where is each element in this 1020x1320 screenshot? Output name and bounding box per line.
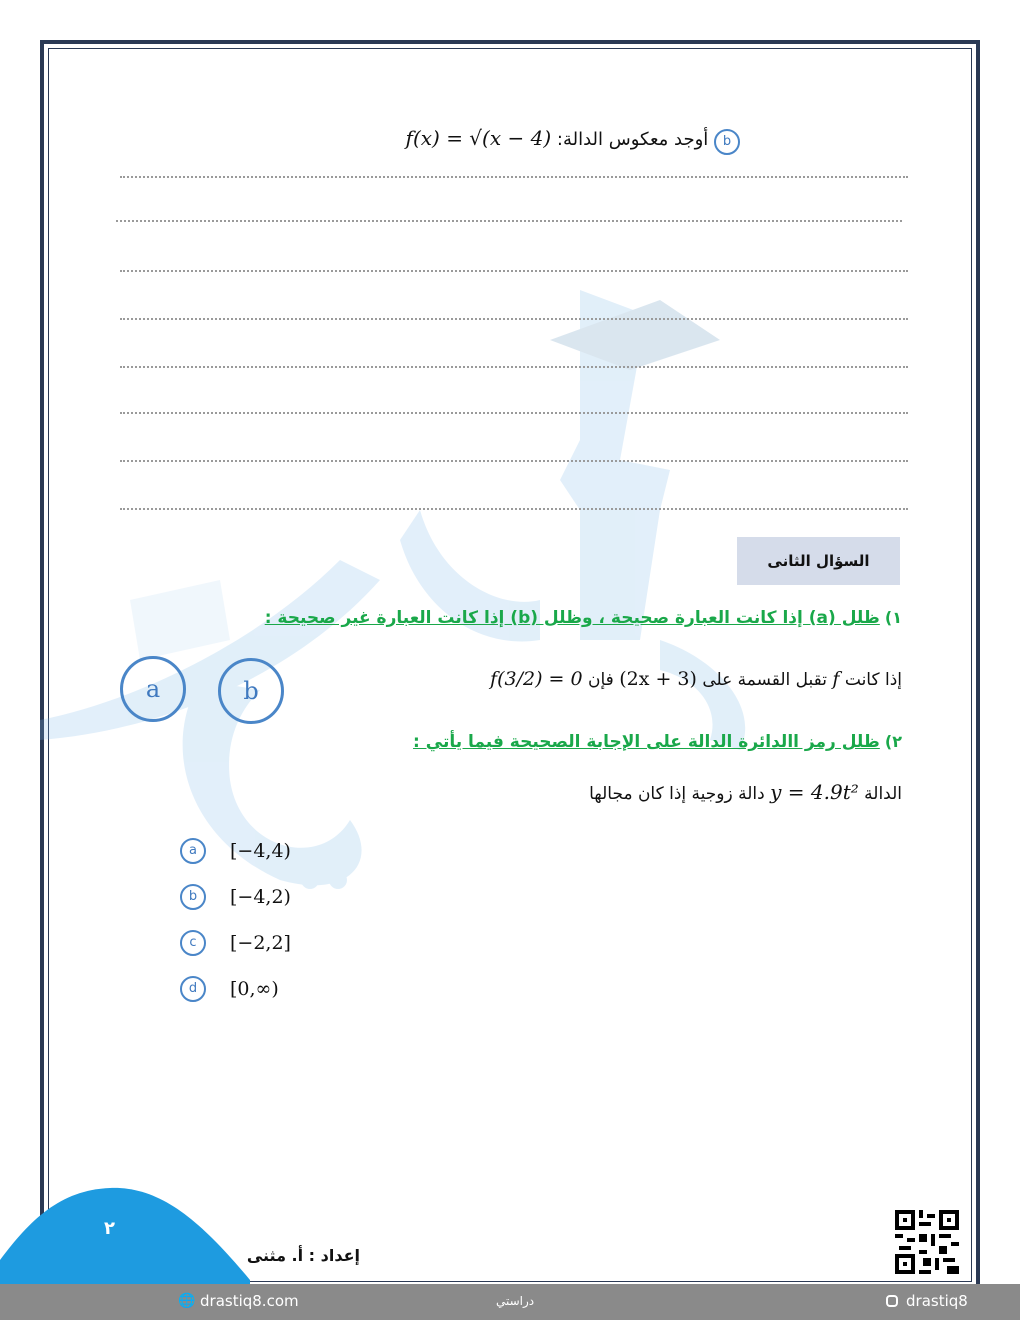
instagram-handle[interactable]: drastiq8	[906, 1292, 968, 1310]
q2-equation: y = 4.9t²	[770, 780, 859, 804]
answer-line[interactable]	[120, 508, 908, 510]
q1-statement-prefix: إذا كانت	[844, 670, 902, 690]
q1-statement-mid: تقبل القسمة على	[702, 670, 828, 690]
option-b-circle[interactable]: b	[218, 658, 284, 724]
option-a-circle[interactable]: a	[120, 656, 186, 722]
choice-a[interactable]	[180, 838, 291, 864]
q1-number: ١)	[884, 608, 902, 627]
q1-instruction-line	[200, 608, 902, 628]
choice-c[interactable]	[180, 930, 291, 956]
globe-icon: 🌐	[178, 1293, 196, 1309]
answer-line[interactable]	[120, 270, 908, 272]
q1-statement	[400, 668, 902, 690]
q1-statement-then: فإن	[587, 670, 614, 690]
section-title: السؤال الثانى	[737, 537, 900, 585]
author-credit: إعداد : أ. مثنى	[246, 1246, 360, 1265]
question-b-formula: f(x) = √(x − 4)	[405, 126, 552, 150]
q2-statement-prefix: الدالة	[864, 784, 902, 804]
answer-line[interactable]	[116, 220, 902, 222]
footer-bar	[0, 1284, 1020, 1320]
choice-b-badge[interactable]: b	[180, 884, 206, 910]
q2-instruction-line	[370, 732, 902, 752]
choice-c-value: [−2,2]	[230, 932, 291, 954]
footer-logo: دراستي	[496, 1294, 535, 1308]
instagram-icon	[886, 1295, 898, 1307]
website-link[interactable]: drastiq8.com	[200, 1292, 299, 1310]
q2-instruction: ظلل رمز االدائرة الدالة على الإجابة الصحيحة فيما يأتي :	[413, 732, 880, 752]
question-b-line	[340, 126, 740, 155]
choice-d-badge[interactable]: d	[180, 976, 206, 1002]
choice-c-badge[interactable]: c	[180, 930, 206, 956]
q2-statement-rest: دالة زوجية إذا كان مجالها	[589, 784, 765, 804]
answer-line[interactable]	[120, 460, 908, 462]
page-border-inner	[48, 48, 972, 1282]
answer-line[interactable]	[120, 366, 908, 368]
q2-statement	[500, 780, 902, 804]
choice-a-value: [−4,4)	[230, 840, 291, 862]
answer-line[interactable]	[120, 318, 908, 320]
answer-line[interactable]	[120, 412, 908, 414]
choice-d-value: [0,∞)	[230, 978, 279, 1000]
qr-code[interactable]	[895, 1210, 959, 1274]
choice-a-badge[interactable]: a	[180, 838, 206, 864]
question-b-text: أوجد معكوس الدالة:	[556, 129, 709, 150]
q1-instruction: ظلل (a) إذا كانت العبارة صحيحة ، وظلل (b) إذا كانت العبارة غير صحيحة :	[264, 608, 880, 628]
q1-condition: f(3/2) = 0	[490, 668, 583, 690]
page-number: ٢	[104, 1218, 115, 1239]
q1-statement-f: f	[832, 668, 840, 690]
footer-wave	[0, 1180, 250, 1290]
choice-b[interactable]	[180, 884, 291, 910]
q1-divisor: (2x + 3)	[619, 668, 697, 690]
q2-number: ٢)	[884, 732, 902, 751]
choice-b-value: [−4,2)	[230, 886, 291, 908]
answer-line[interactable]	[120, 176, 908, 178]
choice-d[interactable]	[180, 976, 279, 1002]
question-b-badge: b	[714, 129, 740, 155]
